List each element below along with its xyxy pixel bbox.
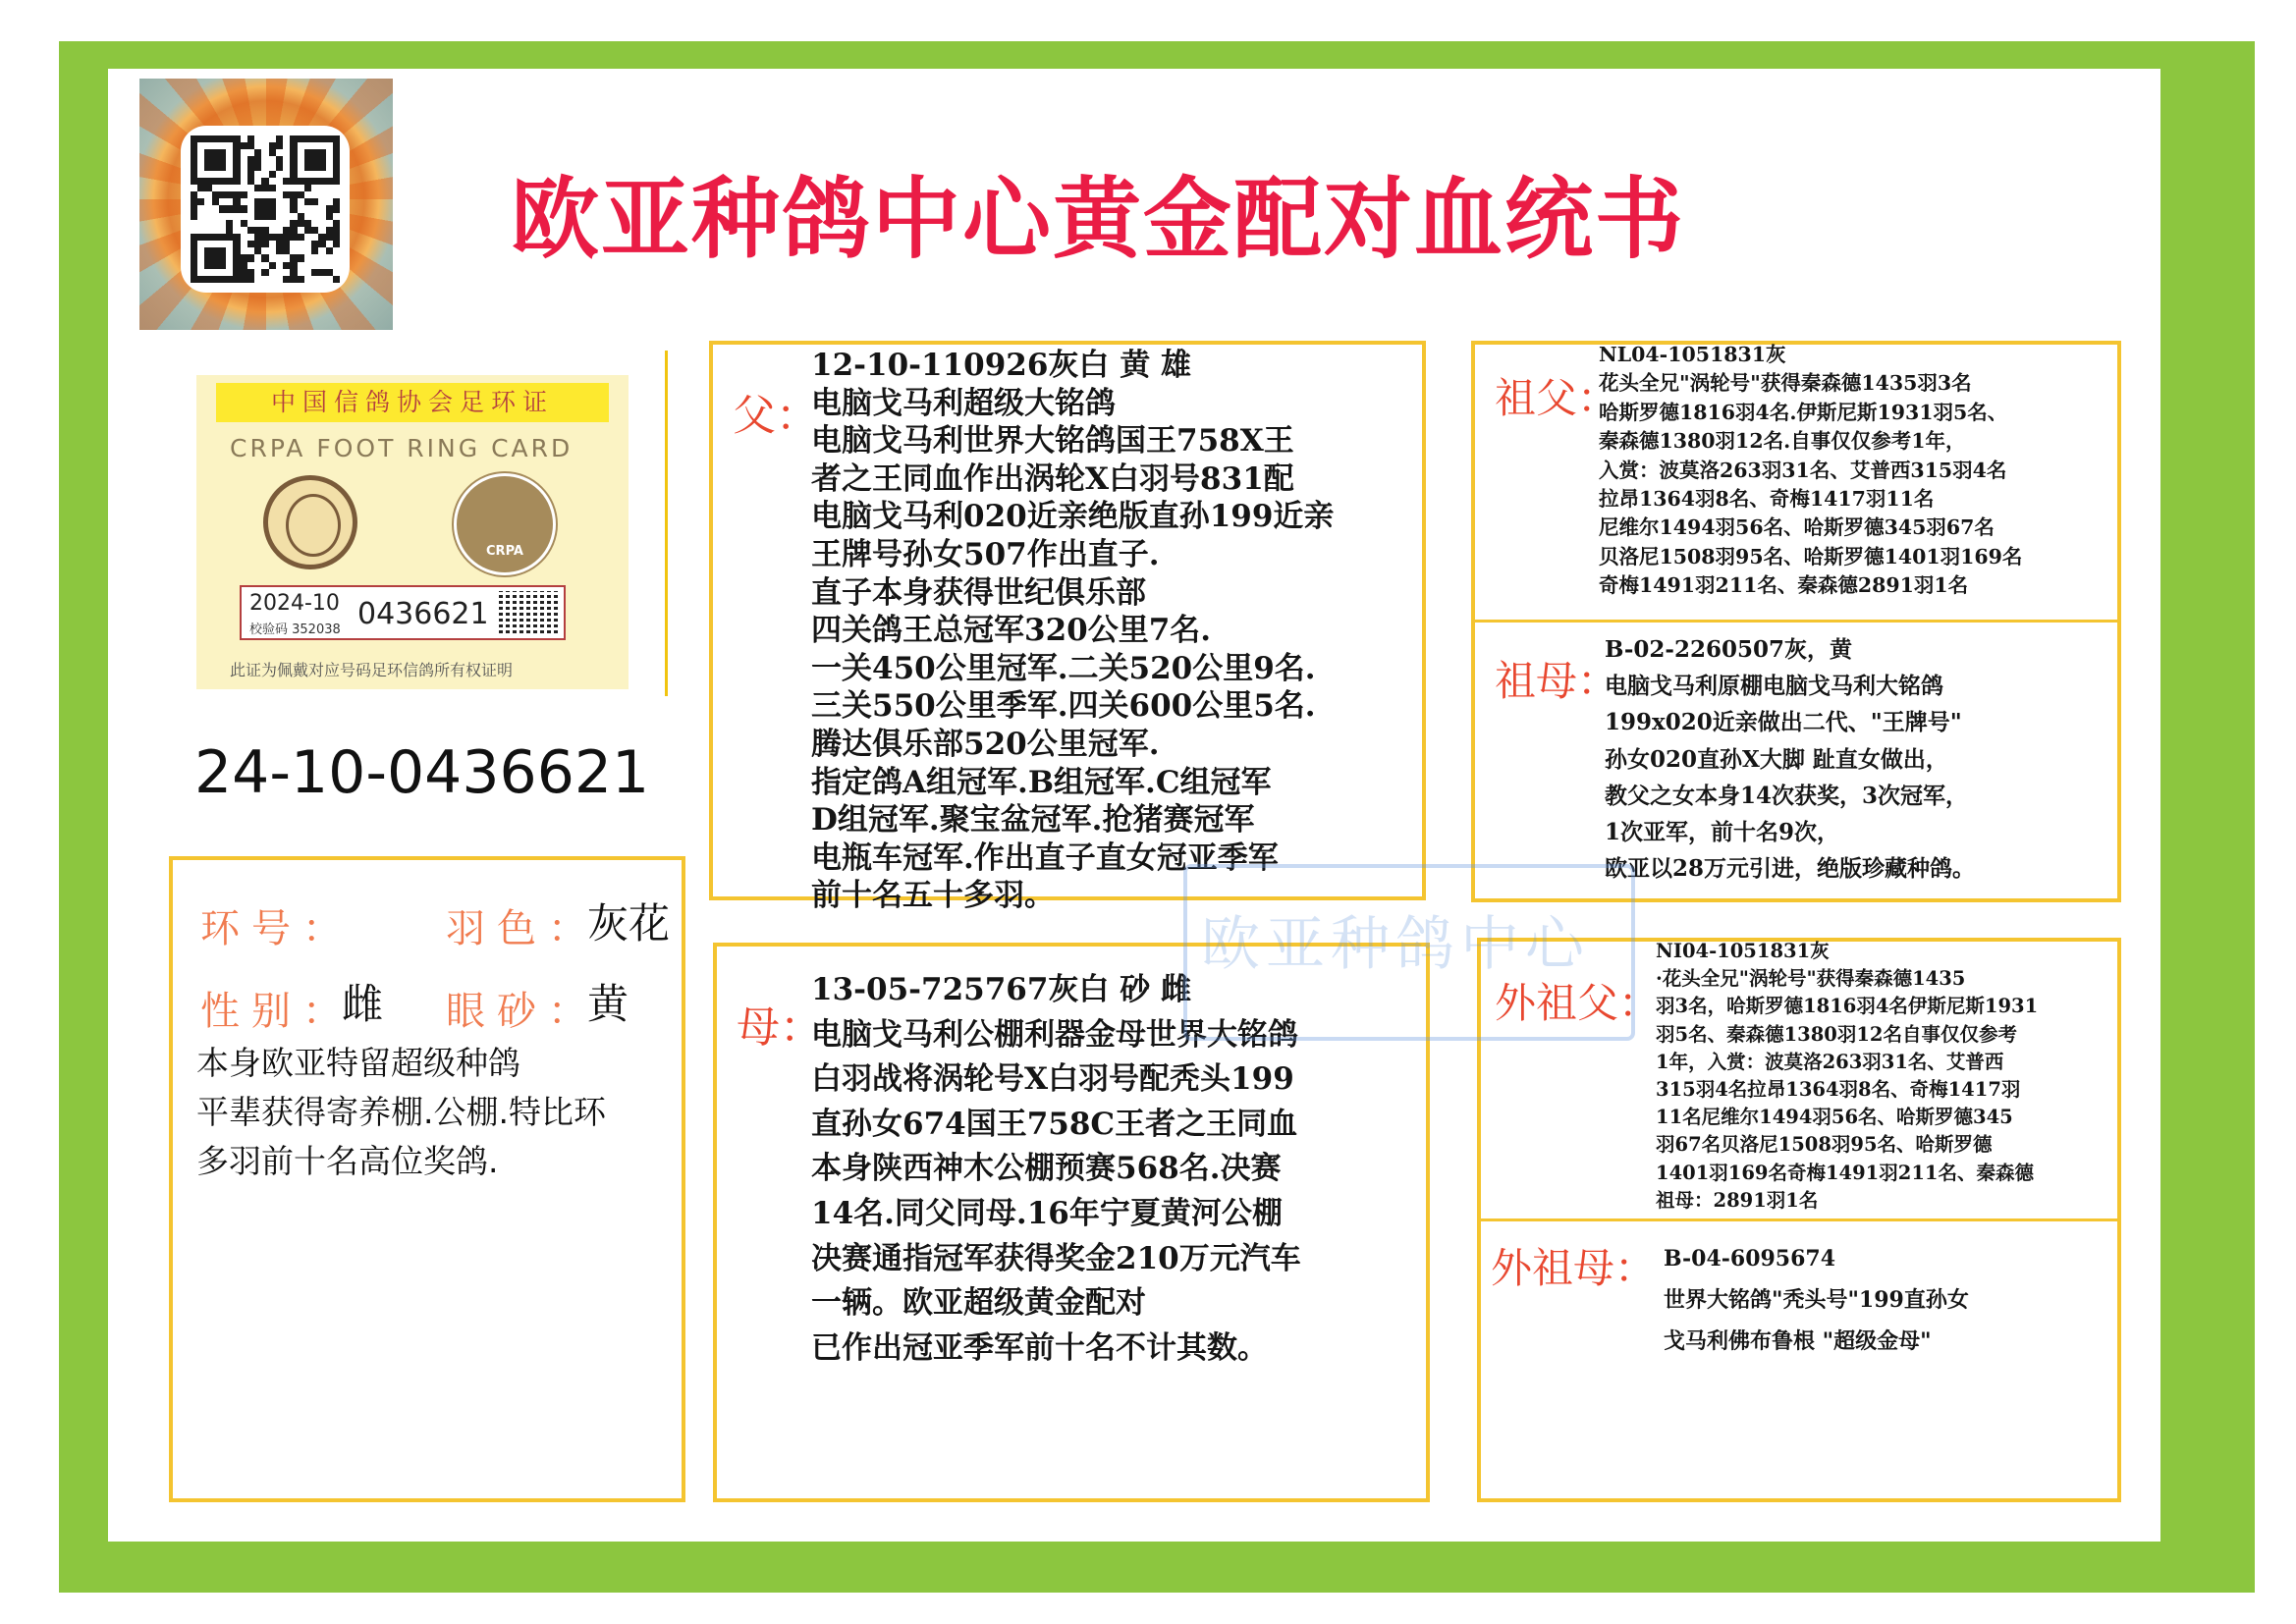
pedigree-line: 奇梅1491羽211名、秦森德2891羽1名 xyxy=(1599,573,1969,598)
qr-code-pattern xyxy=(191,135,340,283)
maternal-grandsire-label: 外祖父： xyxy=(1495,979,1661,1027)
pedigree-line: 花头全兄"涡轮号"获得秦森德1435羽3名 xyxy=(1599,371,1972,396)
grandparents-divider xyxy=(1481,1218,2117,1221)
color-label: 羽色： xyxy=(446,906,599,951)
ring-card-date: 2024-10 xyxy=(249,591,340,616)
sex-value: 雌 xyxy=(342,980,384,1028)
pedigree-line: 电脑戈马利020近亲绝版直孙199近亲 xyxy=(811,499,1335,535)
pedigree-line: 199x020近亲做出二代、"王牌号" xyxy=(1605,709,1962,736)
ring-card-check-code: 校验码 352038 xyxy=(249,623,341,637)
pedigree-line: 14名.同父同母.16年宁夏黄河公棚 xyxy=(811,1195,1283,1231)
description-line: 多羽前十名高位奖鸽. xyxy=(196,1142,499,1180)
maternal-granddam-text xyxy=(1664,1238,1969,1362)
paternal-grandparents-box xyxy=(1471,341,2121,902)
sire-pedigree-text xyxy=(811,347,1334,915)
maternal-grandsire-text xyxy=(1656,938,2038,1215)
pedigree-line: 者之王同血作出涡轮X白羽号831配 xyxy=(811,460,1294,497)
description-line: 本身欧亚特留超级种鸽 xyxy=(196,1044,520,1082)
pedigree-line: 1年，入赏：波莫洛263羽31名、艾普西 xyxy=(1656,1050,2004,1073)
pedigree-line: 王牌号孙女507作出直子. xyxy=(811,536,1160,572)
paternal-grandsire-label: 祖父： xyxy=(1495,374,1619,422)
pedigree-line: 入赏：波莫洛263羽31名、艾普西315羽4名 xyxy=(1599,458,2007,482)
pedigree-line: 1401羽169名奇梅1491羽211名、秦森德 xyxy=(1656,1161,2034,1184)
pedigree-line: 白羽战将涡轮号X白羽号配秃头199 xyxy=(811,1061,1294,1098)
official-stamp xyxy=(1183,864,1635,1041)
pedigree-line: 本身陕西神木公棚预赛568名.决赛 xyxy=(811,1151,1282,1187)
pedigree-line: B-02-2260507灰，黄 xyxy=(1605,636,1852,663)
pedigree-line: 直孙女674国王758C王者之王同血 xyxy=(811,1106,1298,1142)
pedigree-line: 指定鸽A组冠军.B组冠军.C组冠军 xyxy=(811,764,1272,800)
ring-card-english-title: CRPA FOOT RING CARD xyxy=(230,434,574,462)
foot-ring-card xyxy=(177,351,668,696)
pedigree-line: 一关450公里冠军.二关520公里9名. xyxy=(811,650,1316,686)
sunflower-logo xyxy=(139,79,393,330)
sex-label: 性别： xyxy=(200,989,354,1034)
pedigree-line: 祖母：2891羽1名 xyxy=(1656,1188,1819,1212)
paternal-grandsire-text xyxy=(1599,341,2022,601)
pedigree-line: 孙女020直孙X大脚 趾直女做出， xyxy=(1605,745,1948,773)
color-value: 灰花 xyxy=(587,899,671,947)
pigeon-info-box xyxy=(169,856,685,1502)
pedigree-line: B-04-6095674 xyxy=(1664,1246,1836,1272)
ring-card-note: 此证为佩戴对应号码足环信鸽所有权证明 xyxy=(230,661,514,679)
pedigree-line: 欧亚以28万元引进，绝版珍藏种鸽。 xyxy=(1605,855,1976,883)
crpa-logo-text: CRPA xyxy=(486,544,523,559)
sire-box xyxy=(709,341,1426,914)
globe-pigeon-emblem-icon xyxy=(263,475,357,569)
dam-label: 母： xyxy=(737,1002,823,1053)
stamp-text: 欧亚种鸽中心 xyxy=(1201,910,1590,979)
pedigree-line: 电脑戈马利公棚利器金母世界大铭鸽 xyxy=(811,1016,1298,1053)
pedigree-line: 四关鸽王总冠军320公里7名. xyxy=(811,613,1212,649)
pedigree-line: D组冠军.聚宝盆冠军.抢猪赛冠军 xyxy=(811,802,1255,839)
pedigree-line: ·花头全兄"涡轮号"获得秦森德1435 xyxy=(1656,967,1966,991)
pedigree-line: 电脑戈马利超级大铭鸽 xyxy=(811,385,1116,421)
pedigree-line: 秦森德1380羽12名.自事仅仅参考1年， xyxy=(1599,429,1966,454)
pedigree-line: 决赛通指冠军获得奖金210万元汽车 xyxy=(811,1240,1301,1276)
eye-value: 黄 xyxy=(587,980,629,1028)
pedigree-line: 已作出冠亚季军前十名不计其数。 xyxy=(811,1329,1268,1366)
pedigree-line: 电瓶车冠军.作出直子直女冠亚季军 xyxy=(811,839,1279,876)
pedigree-line: 尼维尔1494羽56名、哈斯罗德345羽67名 xyxy=(1599,515,1995,540)
pedigree-line: 13-05-725767灰白 砂 雌 xyxy=(811,972,1192,1007)
ring-card-qr-icon xyxy=(499,591,558,636)
crpa-logo-icon xyxy=(454,473,556,575)
ring-label: 环号： xyxy=(200,906,354,951)
qr-code[interactable] xyxy=(181,126,350,293)
pedigree-line: 羽67名贝洛尼1508羽95名、哈斯罗德 xyxy=(1656,1133,1993,1157)
paternal-granddam-label: 祖母： xyxy=(1495,657,1619,705)
pedigree-line: 戈马利佛布鲁根 "超级金母" xyxy=(1664,1328,1932,1354)
maternal-granddam-label: 外祖母： xyxy=(1491,1244,1657,1292)
pedigree-line: 三关550公里季军.四关600公里5名. xyxy=(811,688,1316,725)
pedigree-line: 羽5名、秦森德1380羽12名自事仅仅参考 xyxy=(1656,1022,2017,1046)
paternal-granddam-text xyxy=(1605,631,1975,887)
pedigree-line: 羽3名，哈斯罗德1816羽4名伊斯尼斯1931 xyxy=(1656,995,2039,1018)
pedigree-line: 315羽4名拉昂1364羽8名、奇梅1417羽 xyxy=(1656,1078,2021,1102)
ring-card-serial: 0436621 xyxy=(357,597,489,631)
pedigree-line: 11名尼维尔1494羽56名、哈斯罗德345 xyxy=(1656,1106,2013,1129)
pedigree-line: 拉昂1364羽8名、奇梅1417羽11名 xyxy=(1599,487,1935,512)
pigeon-description xyxy=(196,1039,606,1186)
sire-label: 父： xyxy=(733,391,819,441)
ring-number: 24-10-0436621 xyxy=(194,738,650,807)
pedigree-line: 哈斯罗德1816羽4名.伊斯尼斯1931羽5名、 xyxy=(1599,400,2008,424)
ring-card-number-panel xyxy=(240,585,566,640)
grandparents-divider xyxy=(1475,620,2117,623)
description-line: 平辈获得寄养棚.公棚.特比环 xyxy=(196,1093,606,1131)
ring-card-header: 中国信鸽协会足环证 xyxy=(216,383,609,422)
pedigree-line: 一辆。欧亚超级黄金配对 xyxy=(811,1285,1146,1322)
pedigree-line: 世界大铭鸽"秃头号"199直孙女 xyxy=(1664,1287,1969,1313)
pedigree-line: 贝洛尼1508羽95名、哈斯罗德1401羽169名 xyxy=(1599,544,2023,568)
pedigree-line: NI04-1051831灰 xyxy=(1656,940,1830,962)
pedigree-line: NL04-1051831灰 xyxy=(1599,343,1786,366)
pedigree-line: 直子本身获得世纪俱乐部 xyxy=(811,574,1146,611)
eye-label: 眼砂： xyxy=(446,989,599,1034)
page-title: 欧亚种鸽中心黄金配对血统书 xyxy=(511,168,1685,271)
pedigree-line: 12-10-110926灰白 黄 雄 xyxy=(811,348,1192,383)
pedigree-line: 前十名五十多羽。 xyxy=(811,878,1055,914)
pedigree-line: 1次亚军，前十名9次， xyxy=(1605,819,1840,846)
foot-ring-card-body xyxy=(196,375,629,689)
pedigree-line: 电脑戈马利原棚电脑戈马利大铭鸽 xyxy=(1605,673,1943,700)
pedigree-line: 腾达俱乐部520公里冠军. xyxy=(811,726,1160,762)
pedigree-line: 电脑戈马利世界大铭鸽国王758X王 xyxy=(811,423,1294,460)
pedigree-line: 教父之女本身14次获奖，3次冠军， xyxy=(1605,782,1969,809)
